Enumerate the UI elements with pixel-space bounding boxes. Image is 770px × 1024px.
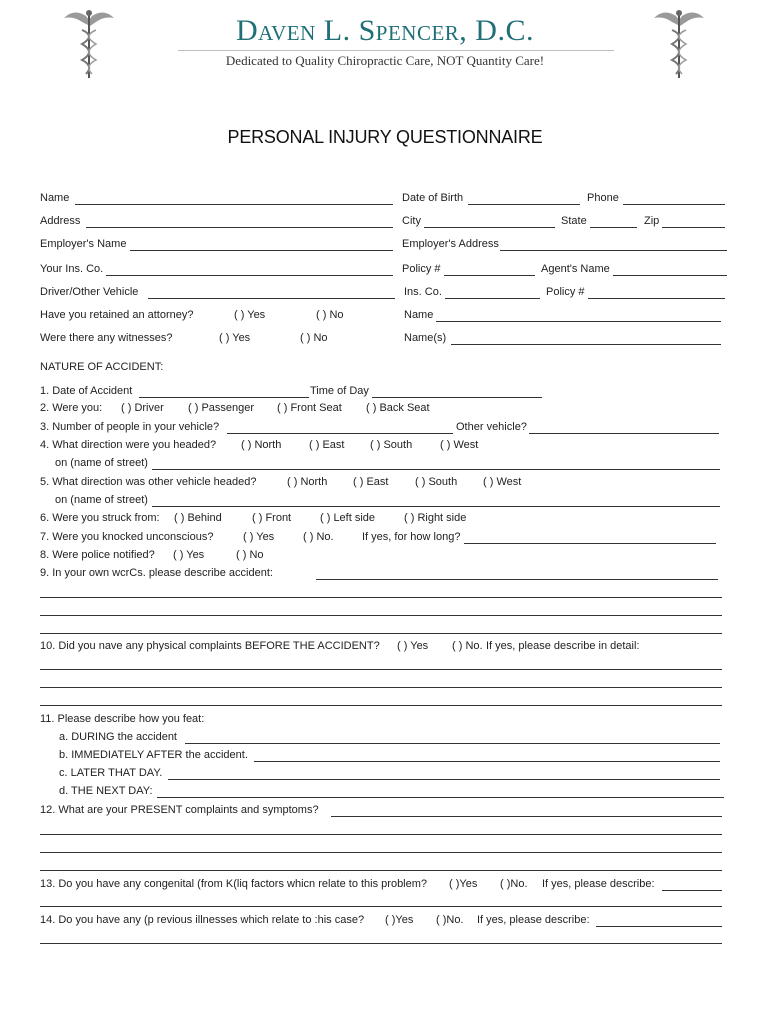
q1-date-field[interactable] xyxy=(139,397,309,398)
attorney-name-field[interactable] xyxy=(436,321,721,322)
phone-label: Phone xyxy=(587,192,619,204)
q7-label: 7. Were you knocked unconscious? xyxy=(40,531,214,543)
zip-label: Zip xyxy=(644,215,660,227)
q11a-field[interactable] xyxy=(185,743,720,744)
name-field[interactable] xyxy=(75,204,393,205)
address-label: Address xyxy=(40,215,81,227)
attorney-yes-option[interactable]: ( ) Yes xyxy=(234,309,266,321)
agent-name-label: Agent's Name xyxy=(541,263,610,275)
q10-label: 10. Did you nave any physical complaints BEFORE THE ACCIDENT? xyxy=(40,640,380,652)
ins-co-field[interactable] xyxy=(445,298,540,299)
q5-south-option[interactable]: ( ) South xyxy=(415,476,458,488)
employer-address-field[interactable] xyxy=(500,250,727,251)
q10-no-option[interactable]: ( ) No. xyxy=(452,640,483,652)
state-field[interactable] xyxy=(590,227,637,228)
q4-north-option[interactable]: ( ) North xyxy=(241,439,282,451)
q6-left-option[interactable]: ( ) Left side xyxy=(320,512,376,524)
policy-label: Policy # xyxy=(402,263,441,275)
q7-yes-option[interactable]: ( ) Yes xyxy=(243,531,275,543)
witness-names-label: Name(s) xyxy=(404,332,447,344)
ins-co-label: Ins. Co. xyxy=(404,286,442,298)
q14-yes-option[interactable]: ( )Yes xyxy=(385,914,414,926)
q4-label: 4. What direction were you headed? xyxy=(40,439,217,451)
q4-east-option[interactable]: ( ) East xyxy=(309,439,345,451)
q5-label: 5. What direction was other vehicle headed? xyxy=(40,476,257,488)
q8-no-option[interactable]: ( ) No xyxy=(236,549,264,561)
q13-answer-line[interactable] xyxy=(40,906,722,907)
q9-answer-line[interactable] xyxy=(40,633,722,634)
q1-time-label: Time of Day xyxy=(310,385,369,397)
attorney-name-label: Name xyxy=(404,309,434,321)
q5-north-option[interactable]: ( ) North xyxy=(287,476,328,488)
q1-date-label: 1. Date of Accident xyxy=(40,385,133,397)
q12-answer-line[interactable] xyxy=(40,870,722,871)
q5-east-option[interactable]: ( ) East xyxy=(353,476,389,488)
q13-yes-option[interactable]: ( )Yes xyxy=(449,878,478,890)
header-divider xyxy=(178,50,614,51)
q9-label: 9. In your own wcrCs. please describe accident: xyxy=(40,567,273,579)
witness-question: Were there any witnesses? xyxy=(40,332,173,344)
form-title: PERSONAL INJURY QUESTIONNAIRE xyxy=(227,127,543,147)
employer-name-label: Employer's Name xyxy=(40,238,127,250)
attorney-question: Have you retained an attorney? xyxy=(40,309,194,321)
q11b-field[interactable] xyxy=(254,761,720,762)
q10-answer-line[interactable] xyxy=(40,687,722,688)
q11c-label: c. LATER THAT DAY. xyxy=(59,767,163,779)
phone-field[interactable] xyxy=(623,204,725,205)
attorney-no-option[interactable]: ( ) No xyxy=(316,309,344,321)
q2-passenger-option[interactable]: ( ) Passenger xyxy=(188,402,255,414)
q11c-field[interactable] xyxy=(168,779,720,780)
q11-label: 11. Please describe how you feat: xyxy=(40,713,205,725)
employer-name-field[interactable] xyxy=(130,250,393,251)
q10-answer-line[interactable] xyxy=(40,669,722,670)
q4-south-option[interactable]: ( ) South xyxy=(370,439,413,451)
address-field[interactable] xyxy=(86,227,393,228)
q7-how-long-field[interactable] xyxy=(464,543,716,544)
q10-answer-line[interactable] xyxy=(40,705,722,706)
dob-field[interactable] xyxy=(468,204,580,205)
q13-label: 13. Do you have any congenital (from K(liq factors whicn relate to this problem? xyxy=(40,878,428,890)
city-label: City xyxy=(402,215,421,227)
q13-describe-label: If yes, please describe: xyxy=(542,878,655,890)
q4-street-field[interactable] xyxy=(152,469,720,470)
q2-back-seat-option[interactable]: ( ) Back Seat xyxy=(366,402,430,414)
q6-behind-option[interactable]: ( ) Behind xyxy=(174,512,222,524)
q6-right-option[interactable]: ( ) Right side xyxy=(404,512,467,524)
witness-names-field[interactable] xyxy=(451,344,721,345)
q11d-field[interactable] xyxy=(157,797,724,798)
name-label: Name xyxy=(40,192,70,204)
q11a-label: a. DURING the accident xyxy=(59,731,177,743)
q14-label: 14. Do you have any (p revious illnesses which relate to :his case? xyxy=(40,914,365,926)
q2-front-seat-option[interactable]: ( ) Front Seat xyxy=(277,402,342,414)
q9-field[interactable] xyxy=(316,579,718,580)
q3-people-field[interactable] xyxy=(227,433,453,434)
q12-field[interactable] xyxy=(331,816,722,817)
q4-street-label: on (name of street) xyxy=(55,457,148,469)
q3-label: 3. Number of people in your vehicle? xyxy=(40,421,220,433)
your-ins-label: Your Ins. Co. xyxy=(40,263,104,275)
city-field[interactable] xyxy=(424,227,555,228)
q1-time-field[interactable] xyxy=(372,397,542,398)
q12-answer-line[interactable] xyxy=(40,852,722,853)
q8-yes-option[interactable]: ( ) Yes xyxy=(173,549,205,561)
q14-no-option[interactable]: ( )No. xyxy=(436,914,464,926)
dob-label: Date of Birth xyxy=(402,192,464,204)
q2-label: 2. Were you: xyxy=(40,402,103,414)
witness-yes-option[interactable]: ( ) Yes xyxy=(219,332,251,344)
q14-describe-label: If yes, please describe: xyxy=(477,914,590,926)
q10-yes-option[interactable]: ( ) Yes xyxy=(397,640,429,652)
q5-street-field[interactable] xyxy=(152,506,720,507)
q12-answer-line[interactable] xyxy=(40,834,722,835)
q14-answer-line[interactable] xyxy=(40,943,722,944)
q9-answer-line[interactable] xyxy=(40,597,722,598)
employer-address-label: Employer's Address xyxy=(402,238,499,250)
q14-describe-field[interactable] xyxy=(596,926,722,927)
state-label: State xyxy=(561,215,587,227)
driver-vehicle-field[interactable] xyxy=(148,298,395,299)
witness-no-option[interactable]: ( ) No xyxy=(300,332,328,344)
q4-west-option[interactable]: ( ) West xyxy=(440,439,479,451)
policy-field[interactable] xyxy=(444,275,535,276)
q7-no-option[interactable]: ( ) No. xyxy=(303,531,334,543)
q6-front-option[interactable]: ( ) Front xyxy=(252,512,292,524)
q3-other-label: Other vehicle? xyxy=(456,421,527,433)
q5-street-label: on (name of street) xyxy=(55,494,148,506)
q11b-label: b. IMMEDIATELY AFTER the accident. xyxy=(59,749,248,761)
policy2-label: Policy # xyxy=(546,286,585,298)
q9-answer-line[interactable] xyxy=(40,615,722,616)
q13-describe-field[interactable] xyxy=(662,890,722,891)
zip-field[interactable] xyxy=(662,227,725,228)
q8-label: 8. Were police notified? xyxy=(40,549,155,561)
q7-how-long-label: If yes, for how long? xyxy=(362,531,461,543)
q13-no-option[interactable]: ( )No. xyxy=(500,878,528,890)
q5-west-option[interactable]: ( ) West xyxy=(483,476,522,488)
q3-other-field[interactable] xyxy=(529,433,719,434)
q12-label: 12. What are your PRESENT complaints and symptoms? xyxy=(40,804,319,816)
tagline: Dedicated to Quality Chiropractic Care, NOT Quantity Care! xyxy=(225,53,545,68)
doctor-name: Daven L. Spencer, D.C. xyxy=(236,14,534,47)
your-ins-field[interactable] xyxy=(106,275,393,276)
q2-driver-option[interactable]: ( ) Driver xyxy=(121,402,164,414)
q11d-label: d. THE NEXT DAY: xyxy=(59,785,153,797)
nature-heading: NATURE OF ACCIDENT: xyxy=(40,361,164,373)
q6-label: 6. Were you struck from: xyxy=(40,512,160,524)
policy2-field[interactable] xyxy=(588,298,725,299)
driver-vehicle-label: Driver/Other Vehicle xyxy=(40,286,139,298)
q10-detail-label: If yes, please describe in detail: xyxy=(486,640,640,652)
agent-name-field[interactable] xyxy=(613,275,727,276)
